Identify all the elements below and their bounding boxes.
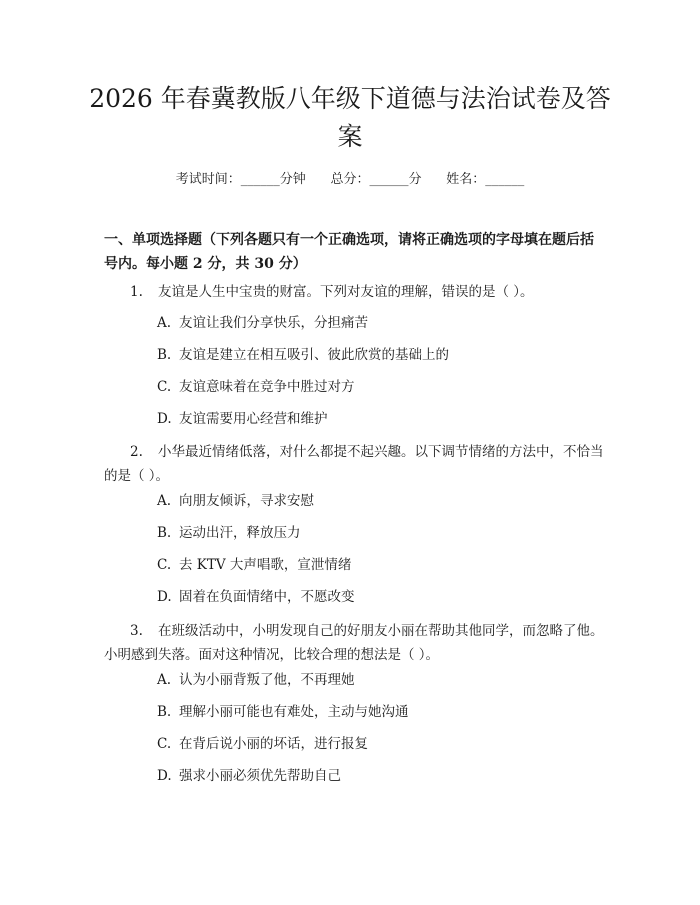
option-letter: D. [157, 589, 172, 605]
option-letter: B. [157, 347, 172, 363]
option-text: 去 KTV 大声唱歌，宣泄情绪 [179, 557, 352, 573]
option-letter: C. [157, 379, 172, 395]
question-1-stem [104, 280, 604, 304]
question-1-option-a [157, 313, 597, 333]
question-3-stem [104, 619, 604, 667]
question-3-option-c [157, 734, 597, 754]
option-text: 友谊是建立在相互吸引、彼此欣赏的基础上的 [179, 347, 449, 363]
option-text: 在背后说小丽的坏话，进行报复 [179, 736, 368, 752]
question-text: 在班级活动中，小明发现自己的好朋友小丽在帮助其他同学，而忽略了他。小明感到失落。面对这种情况，比较合理的想法是（ ）。 [104, 623, 604, 663]
question-2-option-d [157, 587, 597, 607]
option-letter: C. [157, 557, 172, 573]
option-text: 运动出汗，释放压力 [179, 525, 301, 541]
exam-info-line: 考试时间：______分钟 总分：______分 姓名：______ [175, 172, 525, 187]
option-letter: B. [157, 525, 172, 541]
option-letter: A. [157, 315, 172, 331]
question-number: 3. [130, 623, 143, 639]
option-letter: C. [157, 736, 172, 752]
option-text: 友谊需要用心经营和维护 [179, 411, 328, 427]
option-text: 友谊让我们分享快乐，分担痛苦 [179, 315, 368, 331]
section-heading: 一、单项选择题（下列各题只有一个正确选项，请将正确选项的字母填在题后括号内。每小题 2 分，共 30 分） [104, 232, 594, 272]
option-text: 友谊意味着在竞争中胜过对方 [179, 379, 355, 395]
option-letter: D. [157, 411, 172, 427]
question-2-stem [104, 440, 604, 488]
option-text: 理解小丽可能也有难处，主动与她沟通 [179, 704, 409, 720]
question-number: 2. [130, 444, 143, 460]
option-letter: A. [157, 493, 172, 509]
question-text: 友谊是人生中宝贵的财富。下列对友谊的理解，错误的是（ ）。 [158, 284, 534, 300]
question-text: 小华最近情绪低落，对什么都提不起兴趣。以下调节情绪的方法中，不恰当的是（ ）。 [104, 444, 604, 484]
question-2-option-c [157, 555, 597, 575]
option-text: 认为小丽背叛了他，不再理她 [179, 672, 355, 688]
question-1-option-d [157, 409, 597, 429]
option-letter: B. [157, 704, 172, 720]
question-2-option-b [157, 523, 597, 543]
option-text: 强求小丽必须优先帮助自己 [179, 768, 341, 784]
question-1-option-c [157, 377, 597, 397]
question-3-option-b [157, 702, 597, 722]
option-text: 向朋友倾诉，寻求安慰 [179, 493, 314, 509]
question-3-option-a [157, 670, 597, 690]
question-1-option-b [157, 345, 597, 365]
option-text: 固着在负面情绪中，不愿改变 [179, 589, 355, 605]
question-2-option-a [157, 491, 597, 511]
question-3-option-d [157, 766, 597, 786]
option-letter: A. [157, 672, 172, 688]
question-number: 1. [130, 284, 143, 300]
page-title: 2026 年春冀教版八年级下道德与法治试卷及答案 [89, 84, 611, 151]
option-letter: D. [157, 768, 172, 784]
